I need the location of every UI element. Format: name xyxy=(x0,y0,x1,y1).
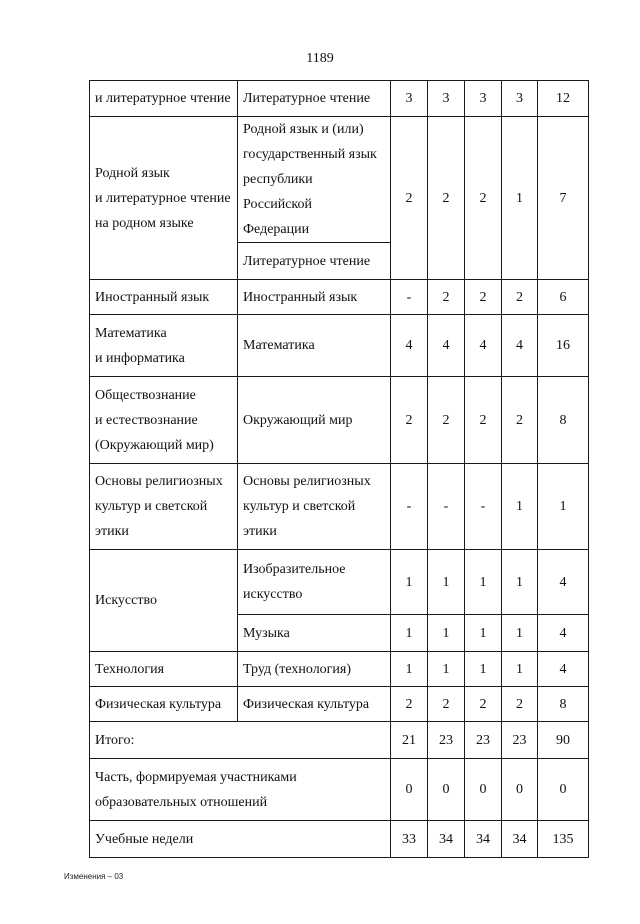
table-row xyxy=(90,652,589,687)
value-cell: 7 xyxy=(538,117,589,280)
curriculum-table xyxy=(89,80,589,858)
page-number: 1189 xyxy=(306,51,334,66)
value-cell: 1 xyxy=(391,615,428,652)
table-row xyxy=(90,722,589,759)
subject-cell: Труд (технология) xyxy=(238,652,391,687)
value-cell: 4 xyxy=(465,315,502,377)
subject-cell: Литературное чтение xyxy=(238,243,391,280)
subject-cell: Изобразительное искусство xyxy=(238,550,391,615)
value-cell: 3 xyxy=(502,81,538,117)
subject-area-cell: и литературное чтение xyxy=(90,81,238,117)
table-row xyxy=(90,550,589,615)
value-cell: - xyxy=(391,464,428,550)
subject-area-cell: Технология xyxy=(90,652,238,687)
value-cell: 2 xyxy=(502,687,538,722)
table-row xyxy=(90,821,589,858)
value-cell: 1 xyxy=(465,550,502,615)
subject-cell: Математика xyxy=(238,315,391,377)
value-cell: 2 xyxy=(502,280,538,315)
subject-area-cell: Обществознание и естествознание (Окружающий мир) xyxy=(90,377,238,464)
study-weeks-label-cell: Учебные недели xyxy=(90,821,391,858)
value-cell: - xyxy=(391,280,428,315)
value-cell: 135 xyxy=(538,821,589,858)
value-cell: 1 xyxy=(502,652,538,687)
subject-cell: Физическая культура xyxy=(238,687,391,722)
table-row xyxy=(90,377,589,464)
value-cell: 2 xyxy=(428,280,465,315)
value-cell: 1 xyxy=(502,117,538,280)
table-row xyxy=(90,81,589,117)
value-cell: 23 xyxy=(465,722,502,759)
subject-area-cell: Основы религиозных культур и светской этики xyxy=(90,464,238,550)
value-cell: 1 xyxy=(428,550,465,615)
value-cell: 0 xyxy=(538,759,589,821)
subject-area-cell: Физическая культура xyxy=(90,687,238,722)
value-cell: 12 xyxy=(538,81,589,117)
value-cell: 3 xyxy=(465,81,502,117)
table-row xyxy=(90,759,589,821)
value-cell: 34 xyxy=(502,821,538,858)
table-row xyxy=(90,464,589,550)
subject-cell: Окружающий мир xyxy=(238,377,391,464)
value-cell: 2 xyxy=(391,377,428,464)
value-cell: 0 xyxy=(502,759,538,821)
value-cell: 0 xyxy=(428,759,465,821)
value-cell: 2 xyxy=(428,687,465,722)
footer-note: Изменения – 03 xyxy=(64,872,124,881)
value-cell: 2 xyxy=(465,117,502,280)
value-cell: 6 xyxy=(538,280,589,315)
value-cell: 2 xyxy=(465,687,502,722)
value-cell: 90 xyxy=(538,722,589,759)
value-cell: 4 xyxy=(538,550,589,615)
table-row xyxy=(90,117,589,243)
value-cell: 4 xyxy=(428,315,465,377)
value-cell: 4 xyxy=(391,315,428,377)
table-row xyxy=(90,280,589,315)
value-cell: 0 xyxy=(465,759,502,821)
table-row xyxy=(90,315,589,377)
value-cell: 3 xyxy=(428,81,465,117)
value-cell: 1 xyxy=(465,652,502,687)
value-cell: 1 xyxy=(465,615,502,652)
value-cell: 2 xyxy=(428,377,465,464)
table-row xyxy=(90,687,589,722)
value-cell: 1 xyxy=(428,652,465,687)
value-cell: 3 xyxy=(391,81,428,117)
value-cell: 4 xyxy=(538,652,589,687)
participants-label-cell: Часть, формируемая участниками образовательных отношений xyxy=(90,759,391,821)
subject-area-cell: Родной язык и литературное чтение на родном языке xyxy=(90,117,238,280)
subject-area-cell: Математика и информатика xyxy=(90,315,238,377)
subject-cell: Литературное чтение xyxy=(238,81,391,117)
value-cell: 2 xyxy=(428,117,465,280)
value-cell: 2 xyxy=(465,280,502,315)
value-cell: 2 xyxy=(502,377,538,464)
value-cell: - xyxy=(465,464,502,550)
subject-cell: Музыка xyxy=(238,615,391,652)
value-cell: 1 xyxy=(428,615,465,652)
value-cell: 34 xyxy=(428,821,465,858)
value-cell: 1 xyxy=(502,615,538,652)
value-cell: 4 xyxy=(538,615,589,652)
value-cell: 23 xyxy=(428,722,465,759)
value-cell: 1 xyxy=(502,550,538,615)
value-cell: 8 xyxy=(538,377,589,464)
value-cell: 23 xyxy=(502,722,538,759)
value-cell: 1 xyxy=(391,652,428,687)
value-cell: 2 xyxy=(391,687,428,722)
value-cell: 2 xyxy=(465,377,502,464)
value-cell: 16 xyxy=(538,315,589,377)
subject-cell: Иностранный язык xyxy=(238,280,391,315)
value-cell: 1 xyxy=(538,464,589,550)
value-cell: 34 xyxy=(465,821,502,858)
value-cell: 0 xyxy=(391,759,428,821)
subject-cell: Основы религиозных культур и светской этики xyxy=(238,464,391,550)
subject-area-cell: Искусство xyxy=(90,550,238,652)
value-cell: 1 xyxy=(391,550,428,615)
value-cell: 1 xyxy=(502,464,538,550)
subject-area-cell: Иностранный язык xyxy=(90,280,238,315)
value-cell: 4 xyxy=(502,315,538,377)
subject-cell: Родной язык и (или) государственный язык республики Российской Федерации xyxy=(238,117,391,243)
value-cell: - xyxy=(428,464,465,550)
value-cell: 2 xyxy=(391,117,428,280)
value-cell: 21 xyxy=(391,722,428,759)
value-cell: 33 xyxy=(391,821,428,858)
value-cell: 8 xyxy=(538,687,589,722)
total-label-cell: Итого: xyxy=(90,722,391,759)
